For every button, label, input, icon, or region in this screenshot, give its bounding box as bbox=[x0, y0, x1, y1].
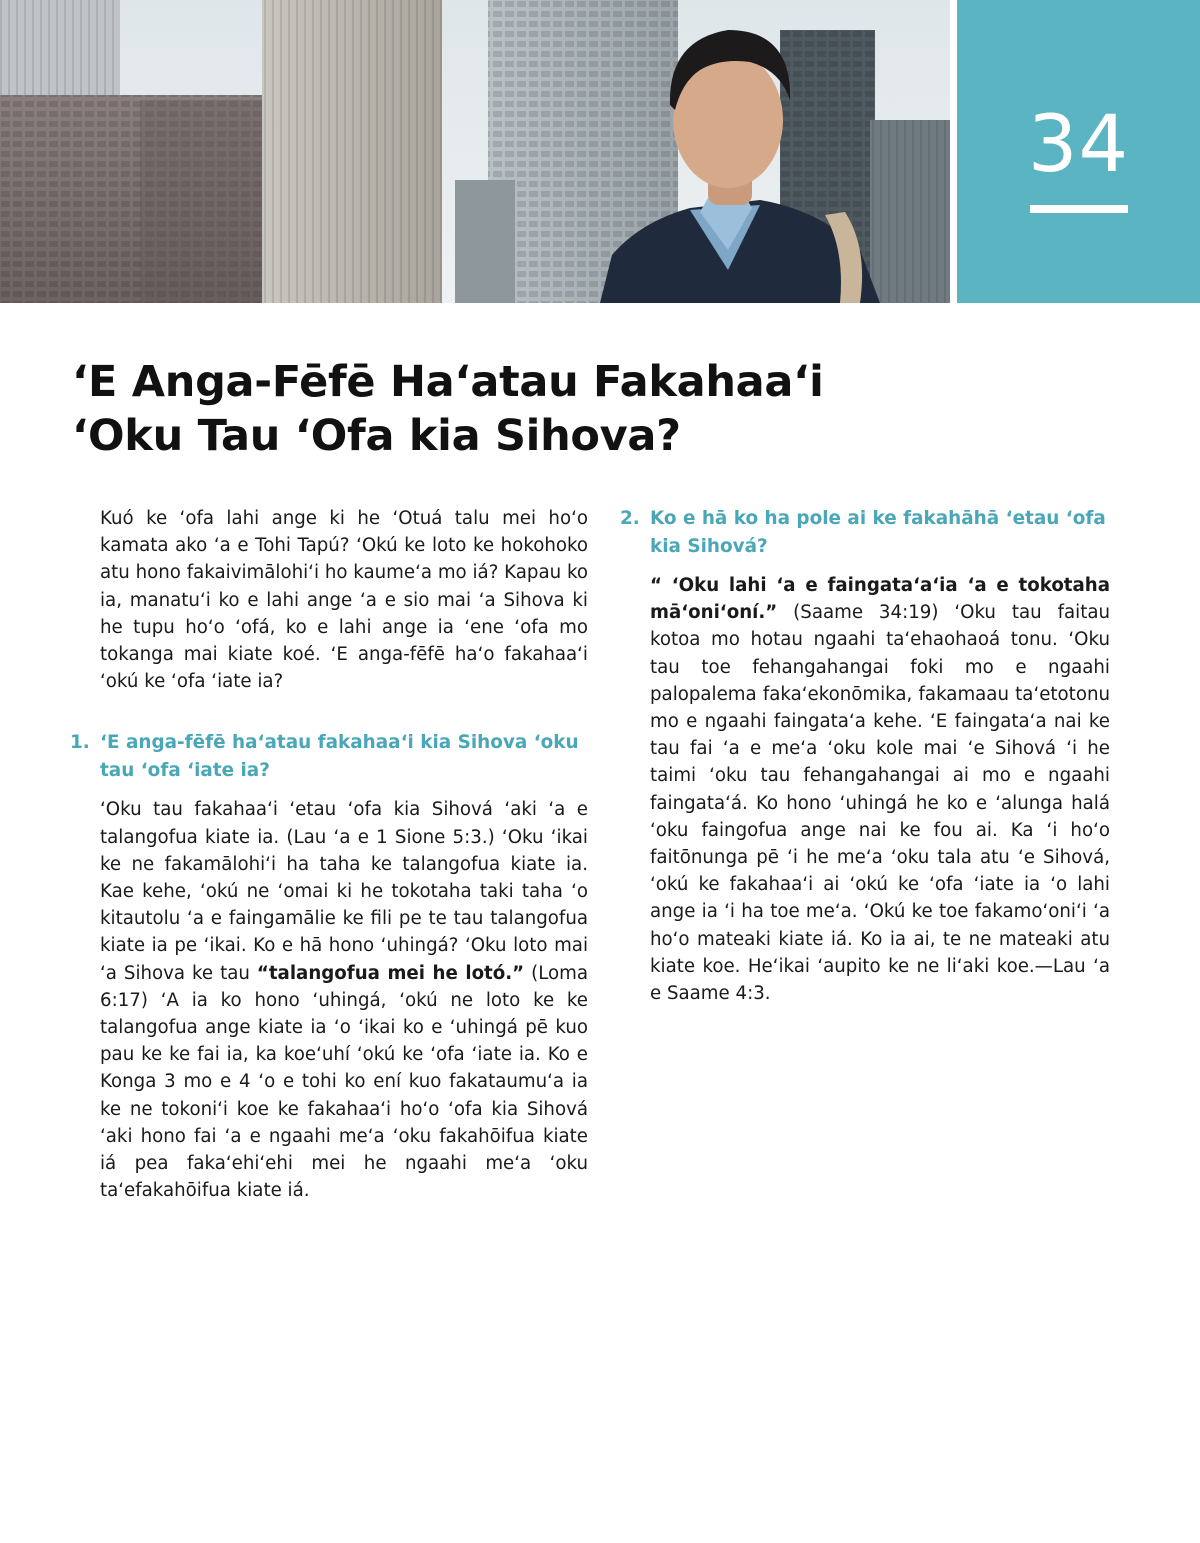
question-2-number: 2. bbox=[620, 508, 640, 529]
header-photo bbox=[0, 0, 950, 303]
left-column bbox=[70, 505, 588, 1204]
answer-2-emphasis: “ ‘Oku lahi ‘a e faingata‘a‘ia ‘a e tokotaha mā‘oni‘oní.” bbox=[650, 575, 1110, 624]
right-column bbox=[620, 505, 1110, 1007]
answer-1-text-after: (Loma 6:17) ‘A ia ko hono ‘uhingá, ‘okú ne loto ke ke talangofua ange kiate ia ‘o ‘ikai ko e ‘uhingá pē kuo pau ke ke fai ia, ka koe‘uhí ‘okú ke ‘ofa ‘iate ia. Ko e Konga 3 mo e 4 ‘o e tohi ko ení kuo fakataumu‘a ia ke ne tokoni‘i koe ke fakahaa‘i ho‘o ‘ofa kia Sihová ‘aki hono fai ‘a e ngaahi me‘a ‘oku fakahōifua kiate iá pea faka‘ehi‘ehi mei he ngaahi me‘a ‘oku ta‘efakahōifua kiate iá. bbox=[100, 962, 589, 1202]
city-skyline-photo bbox=[0, 0, 950, 303]
answer-2-paragraph bbox=[650, 572, 1110, 1007]
answer-2-text-after: (Saame 34:19) ‘Oku tau faitau kotoa mo hotau ngaahi ta‘ehaohaoá tonu. ‘Oku tau toe fehangahangai foki mo e ngaahi palopalema faka‘ekonōmika, fakamaau ta‘etotonu mo e ngaahi faingata‘a kehe. ‘E faingata‘a nai ke tau fai ‘a e me‘a ‘oku kole mai ‘e Sihová ‘i he taimi ‘oku tau fehangahangai ai mo e ngaahi faingata‘á. Ko hono ‘uhingá he ko e ‘alunga halá ‘oku faingofua ange nai ke fou ai. Ka ‘i ho‘o faitōnunga pē ‘i he me‘a ‘oku tala atu ‘e Sihová, ‘okú ke fakahaa‘i ai ‘okú ke ‘ofa ‘iate ia ‘o lahi ange ia ‘i ha toe me‘a. ‘Okú ke toe fakamo‘oni‘i ‘a ho‘o mateaki kiate iá. Ko ia ai, te ne mateaki atu kiate koe. He‘ikai ‘aupito ke ne li‘aki koe.—Lau ‘a e Saame 4:3. bbox=[650, 602, 1110, 1005]
page-title-line-2: ‘Oku Tau ‘Ofa kia Sihova? bbox=[72, 411, 681, 461]
page-title-line-1: ‘E Anga-Fēfē Ha‘atau Fakahaa‘i bbox=[72, 357, 824, 407]
lesson-number: 34 bbox=[1027, 100, 1130, 190]
question-1 bbox=[70, 729, 588, 784]
page-title bbox=[72, 355, 824, 463]
question-2 bbox=[620, 505, 1110, 560]
lesson-number-underline bbox=[1030, 205, 1128, 213]
question-2-text: Ko e hā ko ha pole ai ke fakahāhā ‘etau ‘ofa kia Sihová? bbox=[650, 508, 1106, 557]
question-1-number: 1. bbox=[70, 732, 90, 754]
answer-1-text-before: ‘Oku tau fakahaa‘i ‘etau ‘ofa kia Sihová ‘aki ‘a e talangofua kiate ia. (Lau ‘a e 1 Sione 5:3.) ‘Oku ‘ikai ke ne fakamālohi‘i ha taha ke talangofua kiate ia. Kae kehe, ‘okú ne ‘omai ki he tokotaha taki taha ‘o kitautolu ‘a e faingamālie ke fili pe te tau talangofua kiate ia pe ‘ikai. Ko e hā hono ‘uhingá? ‘Oku loto mai ‘a Sihova ke tau bbox=[100, 799, 588, 984]
intro-paragraph: Kuó ke ‘ofa lahi ange ki he ‘Otuá talu mei ho‘o kamata ako ‘a e Tohi Tapú? ‘Okú ke loto ke hokohoko atu hono fakaivimālohi‘i ho kaume‘a mo iá? Kapau ko ia, manatu‘i ko e lahi ange ‘a e sio mai ‘a Sihova ki he tupu ho‘o ‘ofá, ko e lahi ange ia ‘ene ‘ofa mo tokanga mai kiate koé. ‘E anga-fēfē ha‘o fakahaa‘i ‘okú ke ‘ofa ‘iate ia? bbox=[100, 508, 588, 693]
answer-1-emphasis: “talangofua mei he lotó.” bbox=[256, 962, 525, 984]
lesson-number-box bbox=[957, 0, 1200, 303]
question-1-text: ‘E anga-fēfē ha‘atau fakahaa‘i kia Sihova ‘oku tau ‘ofa ‘iate ia? bbox=[100, 732, 579, 781]
answer-1-paragraph bbox=[100, 796, 588, 1204]
